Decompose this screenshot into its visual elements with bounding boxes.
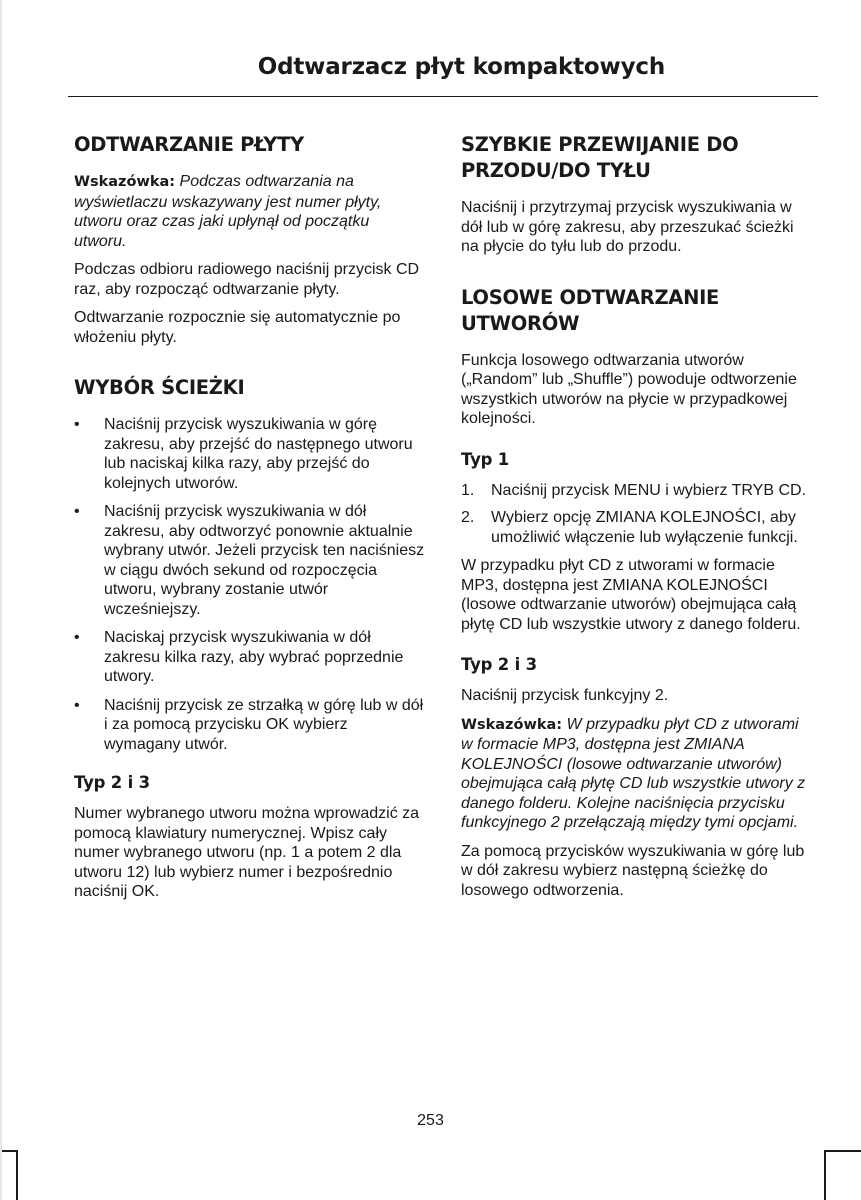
list-item bbox=[74, 415, 426, 493]
left-column bbox=[74, 132, 426, 911]
body-paragraph: Odtwarzanie rozpocznie się automatycznie po włożeniu płyty. bbox=[74, 309, 401, 346]
list-item-number: 2. bbox=[461, 509, 475, 526]
crop-mark bbox=[825, 1150, 861, 1152]
section-heading-wybor-sciezki: WYBÓR ŚCIEŻKI bbox=[74, 376, 245, 399]
list-item-text: Naciśnij przycisk wyszukiwania w dół zakresu, aby odtworzyć ponownie aktualnie wybrany utwór. Jeżeli przycisk ten naciśniesz w ciągu dwóch sekund od rozpoczęcia utworu, wybrany zostanie utwór wcześniejszy. bbox=[104, 503, 425, 618]
list-item bbox=[74, 502, 426, 619]
page-number: 253 bbox=[417, 1112, 444, 1129]
section-heading-przewijanie: SZYBKIE PRZEWIJANIE DO PRZODU/DO TYŁU bbox=[461, 133, 739, 182]
body-paragraph: W przypadku płyt CD z utworami w formacie MP3, dostępna jest ZMIANA KOLEJNOŚCI (losowe odtwarzanie utworów) obejmująca całą płytę CD lub wszystkie utwory z danego folderu. bbox=[461, 557, 801, 633]
subheading-typ-1: Typ 1 bbox=[461, 449, 510, 469]
list-item bbox=[461, 508, 813, 547]
bullet-icon: • bbox=[74, 696, 80, 714]
list-item-text: Naciśnij przycisk ze strzałką w górę lub w dół i za pomocą przycisku OK wybierz wymagany utwór. bbox=[104, 696, 424, 753]
note-label: Wskazówka: bbox=[74, 174, 176, 190]
list-item bbox=[74, 628, 426, 687]
body-paragraph: Podczas odbioru radiowego naciśnij przycisk CD raz, aby rozpocząć odtwarzanie płyty. bbox=[74, 261, 420, 298]
list-item-text: Naciskaj przycisk wyszukiwania w dół zakresu kilka razy, aby wybrać poprzednie utwory. bbox=[104, 629, 404, 685]
list-item-text: Naciśnij przycisk wyszukiwania w górę zakresu, aby przejść do następnego utworu lub naciskaj kilka razy, aby przejść do kolejnych utworów. bbox=[104, 416, 413, 492]
list-item bbox=[74, 696, 426, 755]
body-paragraph: Za pomocą przycisków wyszukiwania w górę lub w dół zakresu wybierz następną ścieżkę do losowego odtworzenia. bbox=[461, 842, 805, 899]
note-paragraph bbox=[461, 715, 813, 833]
body-paragraph: Naciśnij przycisk funkcyjny 2. bbox=[461, 687, 669, 704]
page-edge bbox=[0, 0, 2, 1200]
header-rule bbox=[68, 96, 818, 97]
note-text: W przypadku płyt CD z utworami w formacie MP3, dostępna jest ZMIANA KOLEJNOŚCI (losowe odtwarzanie utworów) obejmująca całą płytę CD lub wszystkie utwory z danego folderu. Kolejne naciśnięcia przycisku funkcyjnego 2 przełączają między tymi opcjami. bbox=[461, 715, 806, 831]
body-paragraph: Naciśnij i przytrzymaj przycisk wyszukiwania w dół lub w górę zakresu, aby przeszukać ścieżki na płycie do tyłu lub do przodu. bbox=[461, 199, 794, 255]
list-item-number: 1. bbox=[461, 481, 475, 499]
section-heading-odtwarzanie: ODTWARZANIE PŁYTY bbox=[74, 133, 304, 156]
section-heading-losowe: LOSOWE ODTWARZANIE UTWORÓW bbox=[461, 285, 720, 335]
bullet-icon: • bbox=[74, 629, 80, 646]
list-item-text: Naciśnij przycisk MENU i wybierz TRYB CD. bbox=[491, 481, 807, 499]
crop-mark bbox=[0, 1150, 16, 1152]
bullet-icon: • bbox=[74, 416, 80, 433]
note-label: Wskazówka: bbox=[461, 716, 563, 733]
list-item-text: Wybierz opcję ZMIANA KOLEJNOŚCI, aby umożliwić włączenie lub wyłączenie funkcji. bbox=[491, 509, 798, 546]
note-text: Podczas odtwarzania na wyświetlaczu wskazywany jest numer płyty, utworu oraz czas jaki upłynął od początku utworu. bbox=[74, 173, 382, 250]
crop-mark bbox=[824, 1150, 826, 1200]
page-title: Odtwarzacz płyt kompaktowych bbox=[257, 54, 665, 80]
note-paragraph bbox=[74, 172, 426, 251]
list-item bbox=[461, 481, 813, 501]
body-paragraph: Numer wybranego utworu można wprowadzić za pomocą klawiatury numerycznej. Wpisz cały numer wybranego utworu (np. 1 a potem 2 dla utworu 12) lub wybierz numer i bezpośrednio naciśnij OK. bbox=[74, 805, 420, 900]
body-paragraph: Funkcja losowego odtwarzania utworów („Random” lub „Shuffle”) powoduje odtworzenie wszystkich utworów na płycie w przypadkowej kolejności. bbox=[461, 351, 797, 427]
numbered-list bbox=[461, 481, 813, 548]
bullet-list bbox=[74, 415, 426, 754]
crop-mark bbox=[16, 1150, 18, 1200]
bullet-icon: • bbox=[74, 503, 80, 520]
subheading-typ-2-i-3: Typ 2 i 3 bbox=[461, 655, 537, 674]
subheading-typ-2-i-3: Typ 2 i 3 bbox=[74, 773, 150, 792]
right-column bbox=[461, 132, 813, 909]
